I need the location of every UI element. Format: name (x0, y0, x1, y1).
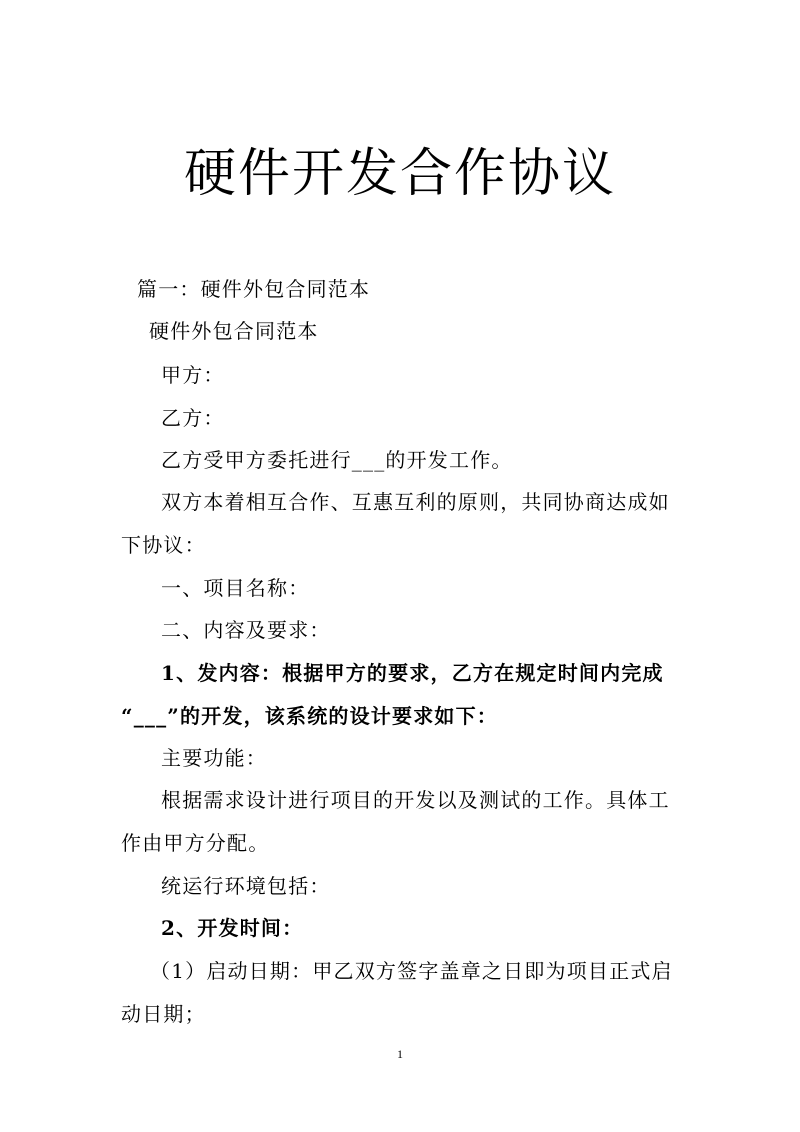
section-heading: 篇一：硬件外包合同范本 (137, 277, 371, 301)
development-content-line-2: “___”的开发，该系统的设计要求如下： (121, 704, 499, 728)
document-title: 硬件开发合作协议 (183, 144, 616, 204)
content-requirements-heading: 二、内容及要求： (161, 618, 331, 642)
party-a-label: 甲方： (161, 363, 225, 387)
commission-statement: 乙方受甲方委托进行___的开发工作。 (161, 448, 513, 472)
page-number: 1 (397, 1047, 403, 1061)
main-functions-heading: 主要功能： (161, 746, 267, 770)
development-content-line-1: 1、发内容：根据甲方的要求，乙方在规定时间内完成 (161, 661, 664, 685)
agreement-intro-line-2: 下协议： (121, 533, 206, 557)
start-date-line-1: （1）启动日期：甲乙双方签字盖章之日即为项目正式启 (150, 959, 673, 983)
development-time-heading: 2、开发时间： (161, 916, 304, 940)
start-date-line-2: 动日期； (121, 1002, 206, 1026)
runtime-environment-heading: 统运行环境包括： (161, 874, 331, 898)
main-functions-line-1: 根据需求设计进行项目的开发以及测试的工作。具体工 (161, 788, 670, 812)
party-b-label: 乙方： (161, 406, 225, 430)
contract-subtitle: 硬件外包合同范本 (149, 319, 319, 343)
agreement-intro-line-1: 双方本着相互合作、互惠互利的原则，共同协商达成如 (161, 490, 670, 514)
project-name-heading: 一、项目名称： (161, 576, 310, 600)
main-functions-line-2: 作由甲方分配。 (121, 831, 270, 855)
